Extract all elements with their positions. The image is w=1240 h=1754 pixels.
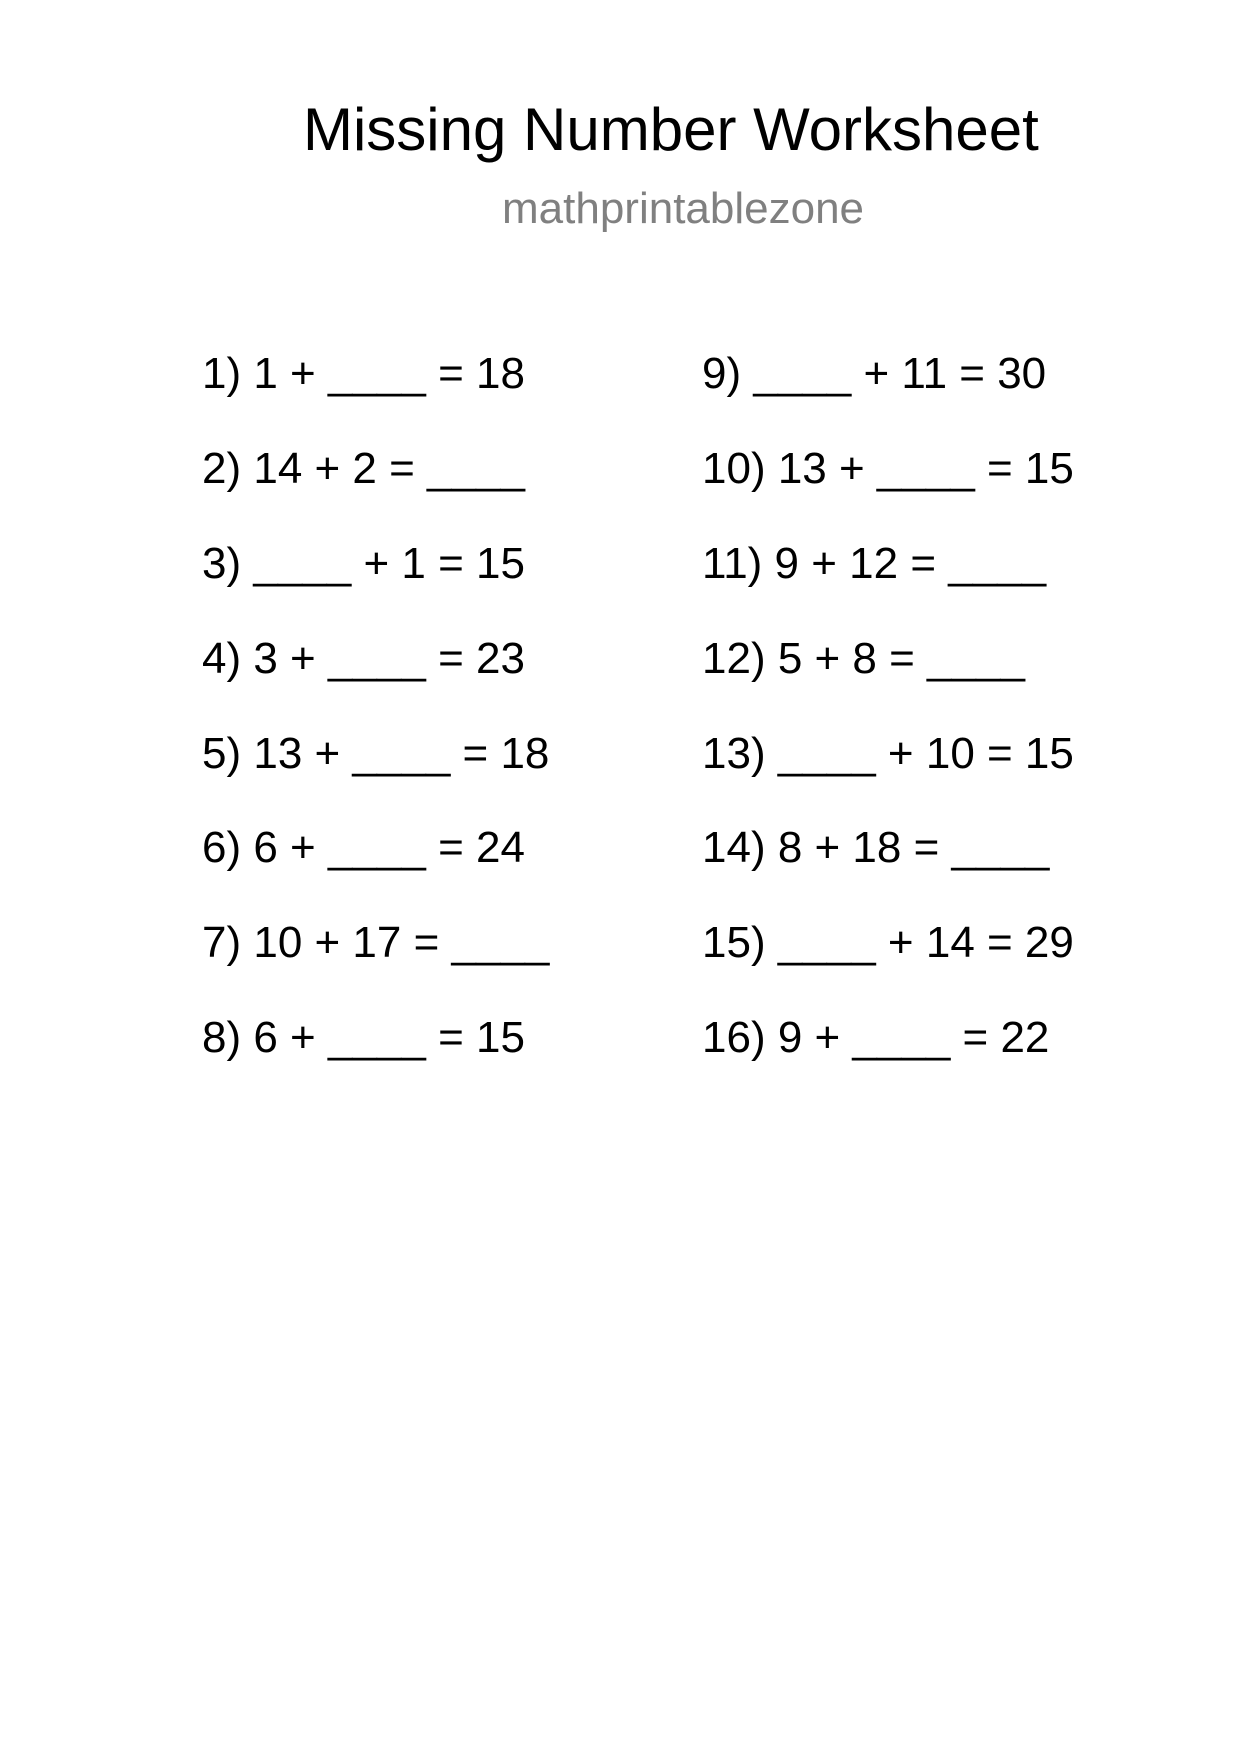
problem-9: 9) ____ + 11 = 30 [702,349,1047,398]
problem-1: 1) 1 + ____ = 18 [202,349,525,398]
problem-10: 10) 13 + ____ = 15 [702,444,1074,493]
problem-6: 6) 6 + ____ = 24 [202,823,525,872]
problem-15: 15) ____ + 14 = 29 [702,918,1074,967]
problem-8: 8) 6 + ____ = 15 [202,1013,525,1062]
problem-7: 7) 10 + 17 = ____ [202,918,550,967]
problem-11: 11) 9 + 12 = ____ [702,539,1047,588]
problem-4: 4) 3 + ____ = 23 [202,634,525,683]
problem-3: 3) ____ + 1 = 15 [202,539,525,588]
problem-13: 13) ____ + 10 = 15 [702,729,1074,778]
problem-12: 12) 5 + 8 = ____ [702,634,1025,683]
page-subtitle: mathprintablezone [502,184,865,233]
problem-14: 14) 8 + 18 = ____ [702,823,1050,872]
problem-16: 16) 9 + ____ = 22 [702,1013,1050,1062]
page-title: Missing Number Worksheet [303,96,1039,163]
problem-5: 5) 13 + ____ = 18 [202,729,550,778]
problem-2: 2) 14 + 2 = ____ [202,444,525,493]
